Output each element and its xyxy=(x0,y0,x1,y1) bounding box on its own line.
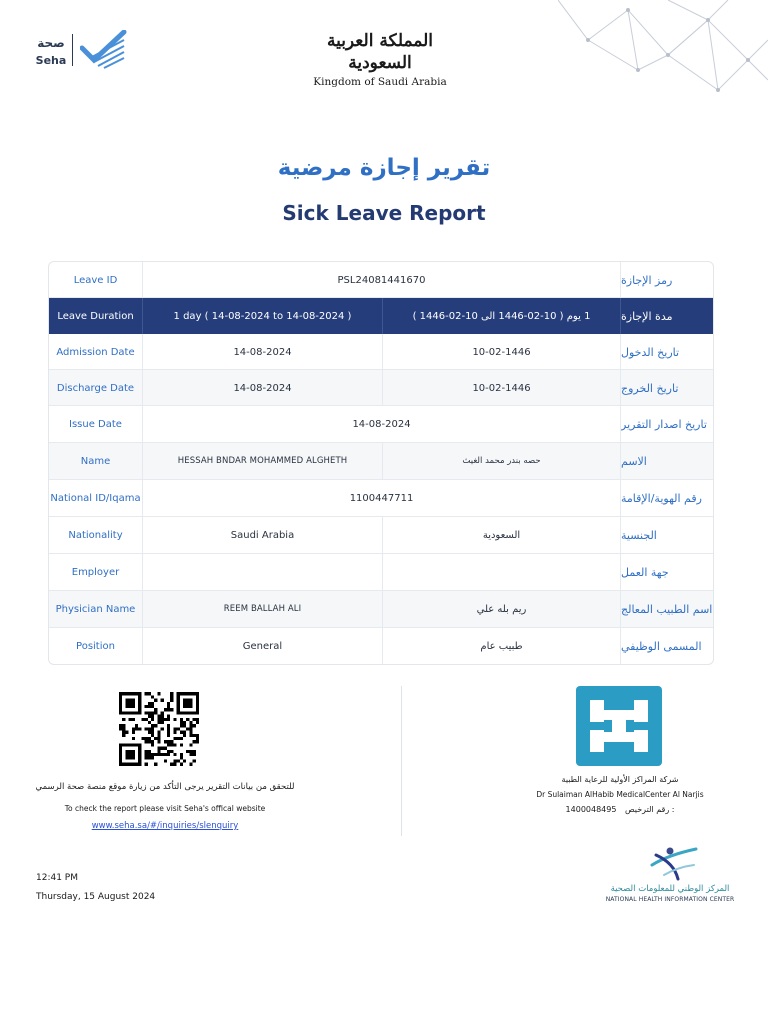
table-row-national-id xyxy=(49,480,714,517)
position-value-english: General xyxy=(143,628,383,664)
discharge-date-hijri: 10-02-1446 xyxy=(383,370,621,406)
national-id-value: 1100447711 xyxy=(143,480,621,516)
ksa-logo xyxy=(300,30,460,88)
nhic-name-arabic: المركز الوطني للمعلومات الصحية xyxy=(610,884,730,894)
physician-label: Physician Name xyxy=(49,591,143,627)
table-row-issue-date xyxy=(49,406,714,443)
license-number: 1400048495 xyxy=(565,805,617,814)
name-value-english: HESSAH BNDAR MOHAMMED ALGHETH xyxy=(143,443,383,479)
corner-decoration xyxy=(558,0,768,100)
seha-inquiry-link[interactable]: www.seha.sa/#/inquiries/slenquiry xyxy=(91,821,239,831)
nationality-label: Nationality xyxy=(49,517,143,553)
table-row-leave-id xyxy=(49,262,714,298)
issue-date-label-arabic: تاريخ اصدار التقرير xyxy=(621,417,707,431)
table-row-admission-date xyxy=(49,334,714,370)
leave-duration-label-arabic: مدة الإجازة xyxy=(621,309,673,323)
verification-text-arabic: للتحقق من بيانات التقرير يرجى التأكد من زيارة موقع منصة صحة الرسمي xyxy=(35,782,295,792)
seha-logo-english: Seha xyxy=(35,54,67,67)
discharge-date-label: Discharge Date xyxy=(49,370,143,406)
admission-date-hijri: 10-02-1446 xyxy=(383,334,621,370)
nationality-value-arabic: السعودية xyxy=(383,517,621,553)
employer-value-english xyxy=(143,554,383,590)
position-label-arabic: المسمى الوظيفي xyxy=(621,639,702,653)
print-time: 12:41 PM xyxy=(36,873,78,883)
employer-value-arabic xyxy=(383,554,621,590)
table-row-employer xyxy=(49,554,714,591)
seha-check-icon xyxy=(80,30,128,70)
seha-logo-divider xyxy=(72,34,73,66)
nhic-logo-icon xyxy=(648,845,700,881)
physician-value-arabic: ريم بله علي xyxy=(383,591,621,627)
table-row-discharge-date xyxy=(49,370,714,406)
report-table xyxy=(48,261,714,665)
license-label: رقم الترخيص : xyxy=(625,805,675,814)
national-id-label-arabic: رقم الهوية/الإقامة xyxy=(621,491,702,505)
table-row-position xyxy=(49,628,714,665)
name-label: Name xyxy=(49,443,143,479)
table-row-nationality xyxy=(49,517,714,554)
position-value-arabic: طبيب عام xyxy=(383,628,621,664)
leave-id-label: Leave ID xyxy=(49,262,143,298)
physician-value-english: REEM BALLAH ALI xyxy=(143,591,383,627)
qr-code[interactable] xyxy=(119,692,199,766)
leave-duration-label: Leave Duration xyxy=(49,298,143,334)
name-label-arabic: الاسم xyxy=(621,454,647,468)
nhic-name-english: NATIONAL HEALTH INFORMATION CENTER xyxy=(605,896,735,903)
seha-logo xyxy=(34,30,134,70)
national-id-label: National ID/Iqama xyxy=(49,480,143,516)
print-date: Thursday, 15 August 2024 xyxy=(36,892,156,902)
table-row-physician xyxy=(49,591,714,628)
table-row-name xyxy=(49,443,714,480)
report-title-english: Sick Leave Report xyxy=(282,201,486,225)
verification-text-english: To check the report please visit Seha's offical website xyxy=(64,804,266,813)
name-value-arabic: حصه بندر محمد الغيث xyxy=(383,443,621,479)
seha-logo-arabic: صحة xyxy=(37,36,65,50)
leave-id-value: PSL24081441670 xyxy=(143,262,621,298)
admission-date-gregorian: 14-08-2024 xyxy=(143,334,383,370)
physician-label-arabic: اسم الطبيب المعالج xyxy=(621,602,713,616)
employer-label: Employer xyxy=(49,554,143,590)
section-divider xyxy=(401,686,402,836)
issue-date-value: 14-08-2024 xyxy=(143,406,621,442)
hospital-name-arabic: شركة المراكز الأولية للرعاية الطبية xyxy=(561,775,679,784)
nationality-value-english: Saudi Arabia xyxy=(143,517,383,553)
leave-duration-value-arabic: 1 يوم ( 10-02-1446 الى 10-02-1446 ) xyxy=(383,298,621,334)
discharge-date-label-arabic: تاريخ الخروج xyxy=(621,381,679,395)
admission-date-label: Admission Date xyxy=(49,334,143,370)
table-row-leave-duration xyxy=(49,298,714,334)
nationality-label-arabic: الجنسية xyxy=(621,528,657,542)
report-title-arabic: تقرير إجازة مرضية xyxy=(277,155,491,181)
license-info xyxy=(520,805,720,814)
position-label: Position xyxy=(49,628,143,664)
leave-duration-value-english: 1 day ( 14-08-2024 to 14-08-2024 ) xyxy=(143,298,383,334)
ksa-logo-arabic: المملكة العربية السعودية xyxy=(326,31,434,73)
hospital-name-english: Dr Sulaiman AlHabib MedicalCenter Al Narjis xyxy=(536,790,704,799)
leave-id-label-arabic: رمز الإجازة xyxy=(621,273,673,287)
hospital-logo-icon xyxy=(576,686,662,766)
discharge-date-gregorian: 14-08-2024 xyxy=(143,370,383,406)
issue-date-label: Issue Date xyxy=(49,406,143,442)
admission-date-label-arabic: تاريخ الدخول xyxy=(621,345,680,359)
ksa-logo-english: Kingdom of Saudi Arabia xyxy=(313,76,447,88)
employer-label-arabic: جهة العمل xyxy=(621,565,669,579)
